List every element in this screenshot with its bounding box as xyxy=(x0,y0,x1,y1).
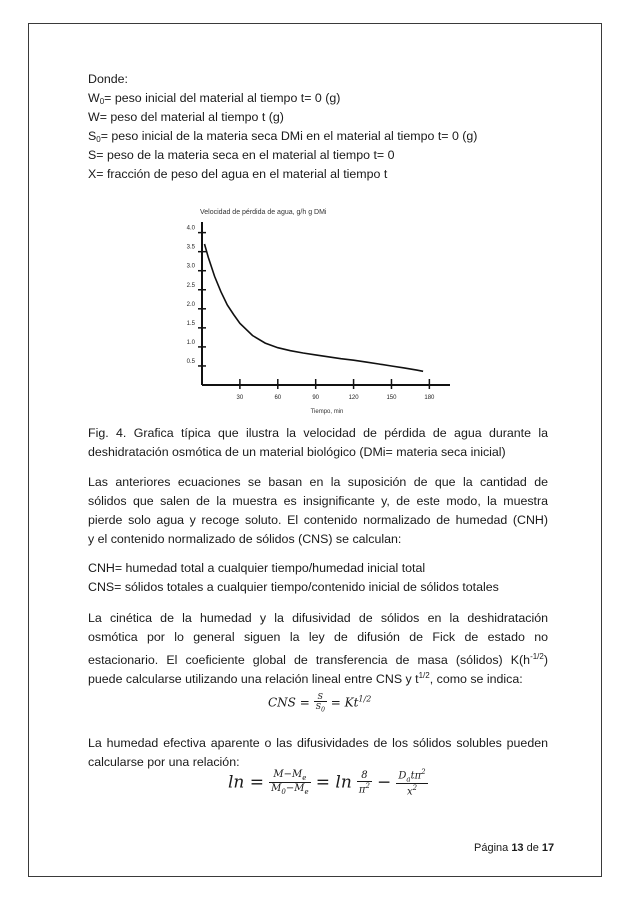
y-tick-label: 1.5 xyxy=(186,320,195,327)
y-tick-label: 0.5 xyxy=(186,358,195,365)
paragraph-2-line-1: La cinética de la humedad y la difusividad de sólidos en la deshidratación xyxy=(88,611,548,625)
paragraph-1-line-3: pierde solo agua y recoge soluto. El contenido normalizado de humedad (CNH) xyxy=(88,513,548,527)
definition-s0: S0= peso inicial de la materia seca DMi en el material al tiempo t= 0 (g) xyxy=(88,129,478,144)
definition-s: S= peso de la materia seca en el material al tiempo t= 0 xyxy=(88,148,395,162)
paragraph-1-line-1: Las anteriores ecuaciones se basan en la suposición de que la cantidad de xyxy=(88,475,548,489)
paragraph-2-line-2: osmótica por lo general siguen la ley de difusión de Fick de estado no xyxy=(88,630,548,644)
cnh-definition: CNH= humedad total a cualquier tiempo/humedad inicial total xyxy=(88,561,426,575)
y-tick-label: 1.0 xyxy=(186,339,195,346)
paragraph-2-line-3: estacionario. El coeficiente global de transferencia de masa (sólidos) $K(h^{-1/2})$ xyxy=(88,652,548,668)
equation-diffusivity: ln = $\frac{M-M_e}{M_0-M_e}$ = ln $\frac{8}{\pi^2}$ − $\frac{D_at\pi^2}{x^2}$ xyxy=(228,768,426,798)
y-tick-label: 3.5 xyxy=(186,244,195,251)
x-tick-label: 30 xyxy=(236,395,244,401)
x-tick-label: 180 xyxy=(424,395,435,401)
x-axis-label: Tiempo, min xyxy=(310,409,344,415)
definition-w0: W0= peso inicial del material al tiempo t= 0 (g) xyxy=(88,91,341,106)
figure-caption-line-2: deshidratación osmótica de un material biológico (DMi= materia seca inicial) xyxy=(88,445,506,459)
paragraph-3-line-1: La humedad efectiva aparente o las difusividades de los sólidos solubles pueden xyxy=(88,736,548,750)
paragraph-1-line-4: y el contenido normalizado de sólidos (CNS) se calculan: xyxy=(88,532,402,546)
y-tick-label: 4.0 xyxy=(186,225,195,232)
definition-w: W= peso del material al tiempo t (g) xyxy=(88,110,284,124)
chart-svg xyxy=(170,200,470,420)
cns-definition: CNS= sólidos totales a cualquier tiempo/contenido inicial de sólidos totales xyxy=(88,580,499,594)
y-tick-label: 3.0 xyxy=(186,263,195,270)
series-line xyxy=(205,244,424,371)
y-tick-label: 2.0 xyxy=(186,301,195,308)
definitions-intro: Donde: xyxy=(88,72,128,86)
chart-title: Velocidad de pérdida de agua, g/h g DMi xyxy=(200,209,327,216)
x-tick-label: 60 xyxy=(274,395,282,401)
paragraph-1-line-2: sólidos que salen de la muestra es insignificante y, de este modo, la muestra xyxy=(88,494,548,508)
page-number: Página 13 de 17 xyxy=(474,842,555,854)
paragraph-2-line-4: puede calcularse utilizando una relación lineal entre CNS y $t^{1/2}$, como se indica: xyxy=(88,671,523,687)
equation-cns: CNS = $\frac{S}{S_0}$ = $Kt^{1/2}$ xyxy=(268,692,372,714)
definition-x: X= fracción de peso del agua en el material al tiempo t xyxy=(88,167,388,181)
x-tick-label: 90 xyxy=(312,395,320,401)
x-tick-label: 120 xyxy=(348,395,359,401)
y-tick-label: 2.5 xyxy=(186,282,195,289)
water-loss-chart xyxy=(170,200,470,420)
x-tick-label: 150 xyxy=(386,395,397,401)
figure-caption-line-1: Fig. 4. Grafica típica que ilustra la velocidad de pérdida de agua durante la xyxy=(88,426,548,440)
paragraph-3-line-2: calcularse por una relación: xyxy=(88,755,240,769)
